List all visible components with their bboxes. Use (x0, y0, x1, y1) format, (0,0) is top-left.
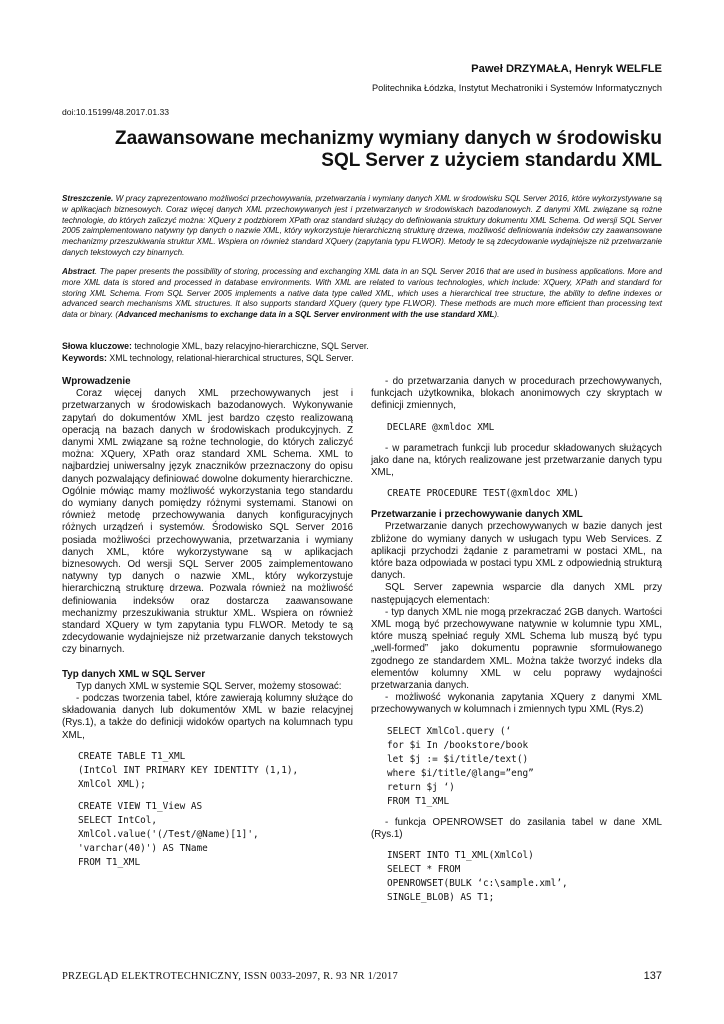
code-openrowset: INSERT INTO T1_XML(XmlCol) SELECT * FROM OPENROWSET(BULK ‘c:\sample.xml’, SINGLE_BLOB) AS T1; (387, 850, 568, 904)
keywords-en-text: XML technology, relational-hierarchical structures, SQL Server. (106, 353, 354, 363)
heading-introduction: Wprowadzenie (62, 376, 131, 387)
doi: doi:10.15199/48.2017.01.33 (62, 107, 170, 117)
code-xquery: SELECT XmlCol.query (‘ for $i In /bookstore/book let $j := $i/title/text() where $i/title/@lang=”eng” return $j ‘) FROM T1_XML (387, 725, 534, 807)
keywords-en-label: Keywords: (62, 353, 107, 363)
paragraph-parameters: - w parametrach funkcji lub procedur składowanych służących jako dane na, których realizowane jest przetwarzanie danych typu XML, (371, 442, 662, 479)
streszczenie-text: W pracy zaprezentowano możliwości przechowywania, przetwarzania i wymiany danych XML w środowisku SQL Server 2016, które wykorzystywane są w aplikacjach biznesowych. Coraz więcej danych XML przechowywanych jest i przetwarzanych w środowiskach bazodanowych. Z danymi XML związane są rożne technologie, do których zaliczyć można: XQuery z podzbiorem XPath oraz standard służący do definiowania struktury dokumentu XML Schema. Od wersji SQL Server 2005 zaimplementowano natywny typ danych o nazwie XML, który wykorzystuje hierarchiczną strukturę drzewa, możliwość definiowania indeksów czy zaawansowane mechanizmy przeszukiwania struktur XML. Wspiera on również standard XQuery (zapytania typu FLWOR). Metody te są zdecydowanie wydajniejsze niż przetwarzanie danych tekstowych czy binarnych. (62, 194, 662, 257)
paragraph-support: SQL Server zapewnia wsparcie dla danych XML przy następujących elementach: (371, 582, 662, 606)
abstract-close: ). (494, 310, 500, 320)
paragraph-type-limit: - typ danych XML nie mogą przekraczać 2GB danych. Wartości XML mogą być przechowywane natywnie w kolumnie typu XML, które muszą spełniać reguły XML Schema lub muszą być typu „well-formed” jako dokumentu poprawnie sformułowanego zgodnego ze standardem XML. Można także tworzyć indeks dla elementów kolumny XML w celu poprawy wydajności przetwarzania danych. (371, 606, 662, 692)
paragraph-introduction: Coraz więcej danych XML przechowywanych jest i przetwarzanych w środowiskach bazodanowych. Wykonywanie zapytań do dokumentów XML jest bardzo często realizowaną operacją na bazach danych w środowiskach produkcyjnych. Z danymi XML związane są rożne technologie, do których zaliczyć można: XQuery, XPath oraz standard XML Schema. XML to najbardziej uniwersalny język znaczników przeznaczony do opisu danych pozwalający definiować dowolne dokumenty hierarchiczne. Ogólnie mówiąc mamy możliwość wykorzystania tego standardu do wymiany danych pomiędzy różnymi systemami. Stanowi on również metodę przechowywania danych konfiguracyjnych różnych urządzeń i systemów. Środowisko SQL Server 2016 posiada możliwości przechowywania, przetwarzania i wymiany danych XML, które wykorzystywane są w aplikacjach biznesowych. Od wersji SQL Server 2005 zaimplementowano natywny typ danych o nazwie XML, który wykorzystuje hierarchiczną strukturę drzewa. Pozwala również na możliwość definiowania indeksów oraz dostarcza zaawansowane mechanizmy przeszukiwania struktur XML. Wspiera on również standard XQuery w tym zapytania typu FLWOR. Metody te są zdecydowanie wydajniejsze niż przetwarzanie danych tekstowych czy binarnych. (62, 388, 353, 656)
code-create-view: CREATE VIEW T1_View AS SELECT IntCol, XmlCol.value('(/Test/@Name)[1]', 'varchar(40)') AS TName FROM T1_XML (78, 800, 259, 868)
paragraph-openrowset: - funkcja OPENROWSET do zasilania tabel w dane XML (Rys.1) (371, 816, 662, 840)
code-create-procedure: CREATE PROCEDURE TEST(@xmldoc XML) (387, 488, 579, 500)
paragraph-xml-type-1: Typ danych XML w systemie SQL Server, możemy stosować: (76, 680, 342, 692)
streszczenie (62, 194, 662, 259)
heading-processing: Przetwarzanie i przechowywanie danych XML (371, 509, 583, 521)
heading-xml-type: Typ danych XML w SQL Server (62, 668, 206, 680)
paper-title (62, 128, 662, 172)
keywords-en (62, 353, 662, 365)
page-number: 137 (643, 970, 662, 982)
title-line-1: Zaawansowane mechanizmy wymiany danych w środowisku (115, 128, 662, 149)
abstract-text: . The paper presents the possibility of storing, processing and exchanging XML data in an SQL Server 2016 that are used in business applications. More and more XML data is stored and processed in database environments. With XML are related to various technologies, which include: XQuery, XPath and standard for storing XML Schema. From SQL Server 2005 implements a native data type called XML, which uses a hierarchical tree structure, the ability to define indexes or advanced search mechanisms XML structures. It also supports standard XQuery (query type FLWOR). These methods are much more efficient than processing text data or binary. ( (62, 267, 662, 320)
journal-footer: PRZEGLĄD ELEKTROTECHNICZNY, ISSN 0033-2097, R. 93 NR 1/2017 (62, 971, 398, 982)
keywords-pl-text: technologie XML, bazy relacyjno-hierarchiczne, SQL Server. (131, 341, 369, 351)
streszczenie-label: Streszczenie. (62, 194, 114, 203)
paragraph-xquery: - możliwość wykonania zapytania XQuery z danymi XML przechowywanych w kolumnach i zmiennych typu XML (Rys.2) (371, 692, 662, 716)
keywords-pl (62, 341, 662, 353)
authors: Paweł DRZYMAŁA, Henryk WELFLE (471, 63, 662, 75)
abstract-title-en: Advanced mechanisms to exchange data in a SQL Server environment with the use standard XML (118, 310, 495, 320)
left-column (62, 376, 353, 870)
paragraph-xml-type-2: - podczas tworzenia tabel, które zawierają kolumny służące do składowania danych lub dokumentów XML w bazie relacyjnej (Rys.1), a także do definicji widoków opartych na kolumnach typu XML, (62, 693, 353, 741)
abstract-label: Abstract (62, 267, 95, 276)
paragraph-web-services: Przetwarzanie danych przechowywanych w bazie danych jest zbliżone do wymiany danych w usługach typu Web Services. Z aplikacji przychodzi żądanie z parametrami w postaci XML, na które baza odpowiada w postaci typu XML z odpowiednią strukturą danych. (371, 521, 662, 582)
title-line-2: SQL Server z użyciem standardu XML (321, 150, 662, 171)
code-create-table: CREATE TABLE T1_XML (IntCol INT PRIMARY KEY IDENTITY (1,1), XmlCol XML); (78, 750, 299, 790)
code-declare: DECLARE @xmldoc XML (387, 421, 495, 433)
keywords-pl-label: Słowa kluczowe: (62, 341, 132, 351)
abstract (62, 267, 662, 321)
affiliation: Politechnika Łódzka, Instytut Mechatroniki i Systemów Informatycznych (371, 83, 662, 93)
paragraph-procedures: - do przetwarzania danych w procedurach przechowywanych, funkcjach użytkownika, blokach anonimowych czy skryptach w definicji zmiennych, (371, 376, 662, 412)
right-column (371, 376, 662, 905)
